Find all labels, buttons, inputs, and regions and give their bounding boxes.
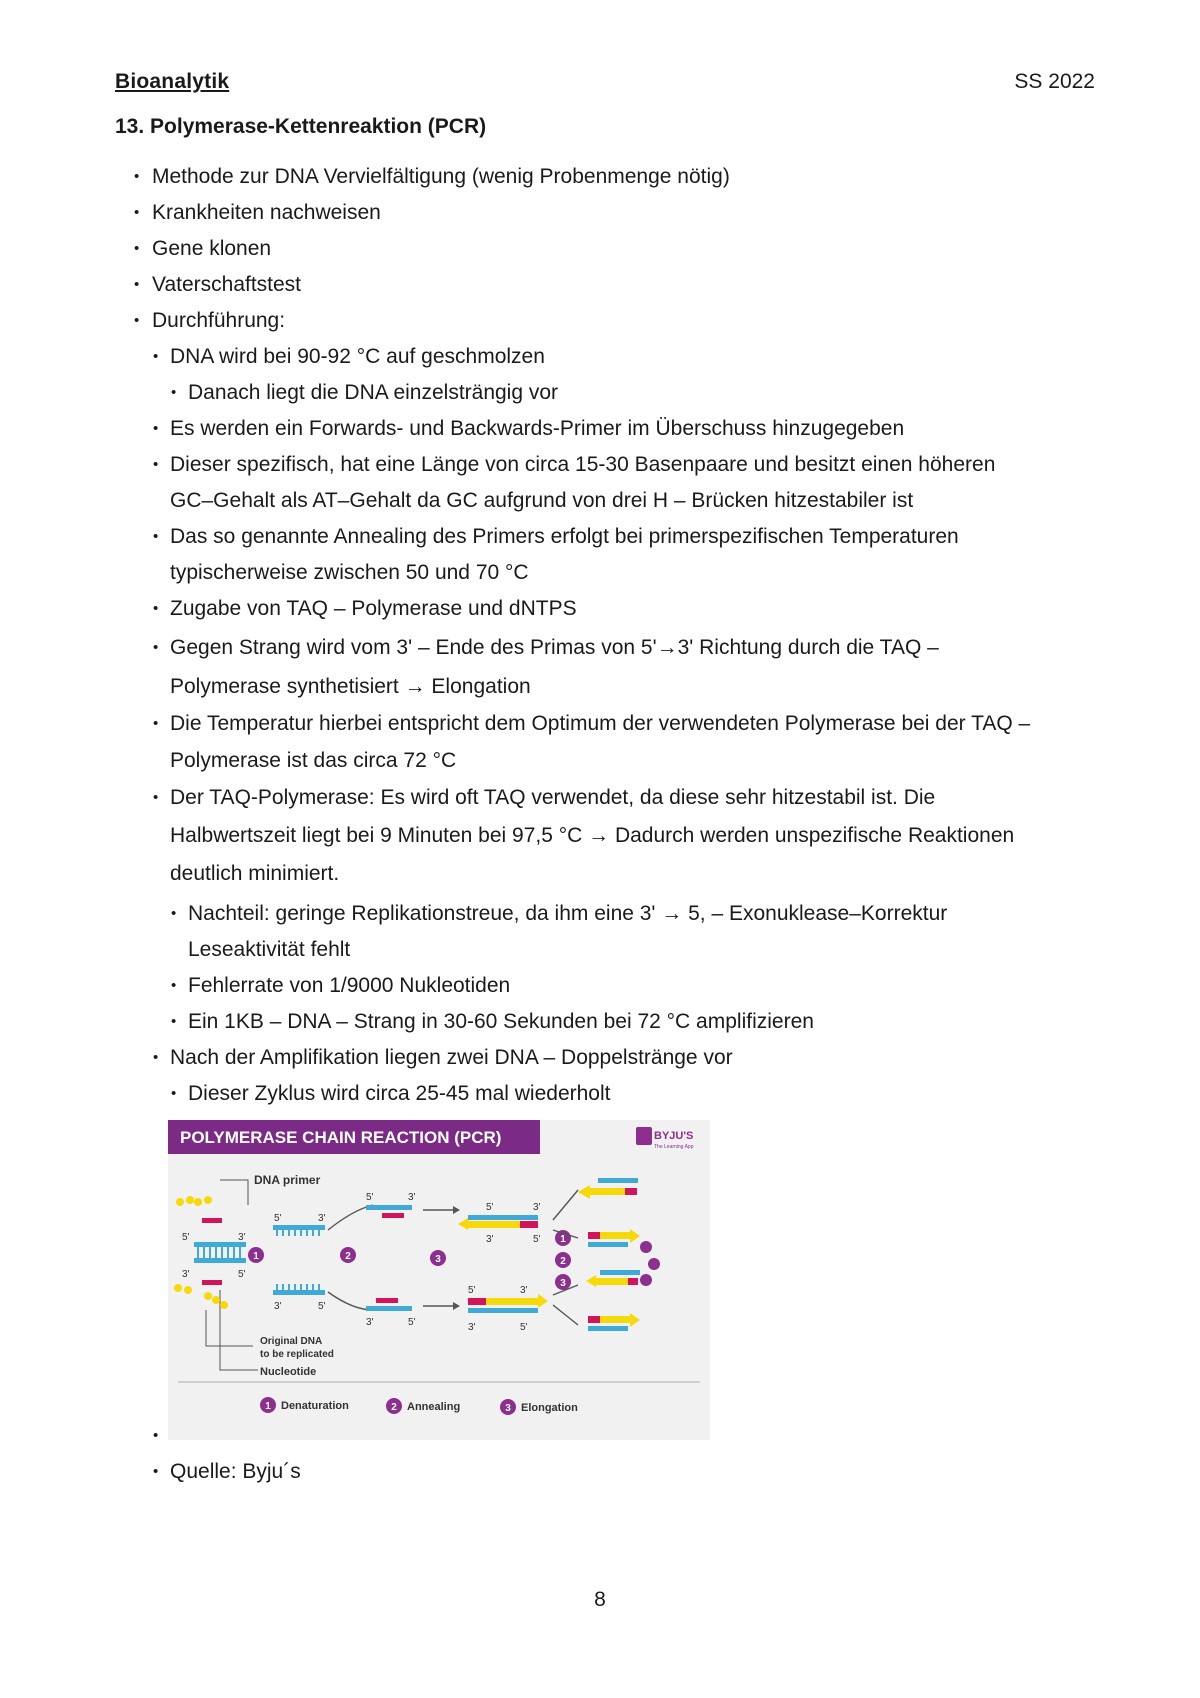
bullet-icon: • — [171, 905, 177, 922]
label-nucleotide: Nucleotide — [260, 1366, 317, 1378]
svg-text:5': 5' — [468, 1285, 476, 1296]
list-item-continuation — [170, 856, 339, 892]
bullet-icon: • — [153, 456, 159, 473]
list-item-continuation — [170, 669, 531, 705]
legend-denaturation: Denaturation — [281, 1400, 349, 1412]
svg-text:5': 5' — [486, 1202, 494, 1213]
byjus-logo — [636, 1127, 694, 1150]
bullet-icon: • — [153, 1049, 159, 1066]
bullet-icon: • — [134, 240, 140, 257]
separated-strands — [273, 1213, 326, 1312]
list-item-text: Es werden ein Forwards- und Backwards-Primer im Überschuss hinzugegeben — [170, 417, 905, 440]
list-item-text: GC–Gehalt als AT–Gehalt da GC aufgrund von drei H – Brücken hitzestabiler ist — [170, 489, 914, 512]
svg-text:3': 3' — [408, 1192, 416, 1203]
label-dna-primer: DNA primer — [254, 1173, 321, 1187]
svg-text:3': 3' — [366, 1317, 374, 1328]
bullet-icon: • — [153, 420, 159, 437]
svg-text:2: 2 — [345, 1251, 351, 1262]
svg-text:3: 3 — [505, 1403, 511, 1414]
list-item-text: Halbwertszeit liegt bei 9 Minuten bei 97,5 °C → Dadurch werden unspezifische Reaktionen — [170, 824, 1015, 847]
list-item-text: Gene klonen — [152, 237, 272, 260]
svg-text:5': 5' — [238, 1269, 246, 1280]
svg-text:3': 3' — [533, 1202, 541, 1213]
bullet-icon: • — [153, 1463, 159, 1480]
svg-text:1: 1 — [253, 1251, 259, 1262]
page-number: 8 — [594, 1588, 606, 1611]
list-item-text: deutlich minimiert. — [170, 862, 340, 885]
svg-text:3': 3' — [238, 1232, 246, 1243]
list-item-text: Durchführung: — [152, 309, 286, 332]
list-item-text: Zugabe von TAQ – Polymerase und dNTPS — [170, 597, 577, 620]
figure-title: POLYMERASE CHAIN REACTION (PCR) — [180, 1128, 502, 1147]
svg-text:3: 3 — [435, 1254, 441, 1265]
figure-legend — [260, 1397, 578, 1415]
svg-text:5': 5' — [408, 1317, 416, 1328]
svg-text:5': 5' — [318, 1301, 326, 1312]
bullet-icon: • — [153, 639, 159, 656]
header-course: Bioanalytik — [115, 70, 230, 93]
list-item-text: typischerweise zwischen 50 und 70 °C — [170, 561, 529, 584]
list-item — [134, 303, 286, 339]
list-item-text: Methode zur DNA Vervielfältigung (wenig Probenmenge nötig) — [152, 165, 730, 188]
list-item-text: Ein 1KB – DNA – Strang in 30-60 Sekunden bei 72 °C amplifizieren — [188, 1010, 814, 1033]
list-item — [134, 195, 381, 231]
list-item-text: Polymerase ist das circa 72 °C — [170, 749, 457, 772]
brand-tagline: The Learning App — [654, 1144, 694, 1150]
list-item — [171, 375, 559, 411]
list-item-continuation — [170, 818, 1014, 854]
bullet-icon: • — [171, 1085, 177, 1102]
annealing-strands — [366, 1192, 416, 1328]
list-item-text: Quelle: Byju´s — [170, 1460, 301, 1483]
list-item-text: Polymerase synthetisiert → Elongation — [170, 675, 531, 698]
bullet-icon: • — [171, 384, 177, 401]
header-semester: SS 2022 — [1014, 70, 1095, 93]
original-dna — [174, 1196, 246, 1309]
bullet-icon: • — [134, 204, 140, 221]
svg-text:5': 5' — [274, 1213, 282, 1224]
list-item — [153, 780, 936, 816]
svg-text:5': 5' — [182, 1232, 190, 1243]
bullet-icon: • — [153, 600, 159, 617]
svg-text:3': 3' — [468, 1322, 476, 1333]
bullet-icon: • — [134, 276, 140, 293]
bullet-icon: • — [153, 789, 159, 806]
label-original-dna: Original DNA — [260, 1336, 323, 1347]
list-item — [134, 267, 302, 303]
label-original-dna-2: to be replicated — [260, 1349, 334, 1360]
section-title: 13. Polymerase-Kettenreaktion (PCR) — [115, 115, 487, 138]
list-item-text: Die Temperatur hierbei entspricht dem Optimum der verwendeten Polymerase bei der TAQ – — [170, 712, 1031, 735]
svg-text:3': 3' — [274, 1301, 282, 1312]
bullet-icon: • — [171, 1013, 177, 1030]
list-item-text: Fehlerrate von 1/9000 Nukleotiden — [188, 974, 511, 997]
list-item-text: Dieser spezifisch, hat eine Länge von circa 15-30 Basenpaare und besitzt einen höheren — [170, 453, 996, 476]
list-item — [153, 630, 939, 666]
bullet-icon: • — [153, 528, 159, 545]
list-item-text: Nach der Amplifikation liegen zwei DNA – Doppelstränge vor — [170, 1046, 733, 1069]
list-item-text: Nachteil: geringe Replikationstreue, da ihm eine 3' → 5, – Exonuklease–Korrektur — [188, 902, 948, 925]
svg-text:5': 5' — [533, 1234, 541, 1245]
bullet-icon: • — [134, 168, 140, 185]
svg-text:3': 3' — [182, 1269, 190, 1280]
svg-text:3': 3' — [520, 1285, 528, 1296]
list-item — [134, 231, 272, 267]
legend-annealing: Annealing — [407, 1401, 461, 1413]
list-item-text: Gegen Strang wird vom 3' – Ende des Primas von 5'→3' Richtung durch die TAQ – — [170, 636, 939, 659]
list-item-text: Danach liegt die DNA einzelsträngig vor — [188, 381, 559, 404]
list-item-text: Dieser Zyklus wird circa 25-45 mal wiederholt — [188, 1082, 611, 1105]
brand-name: BYJU'S — [654, 1130, 694, 1142]
list-item-continuation — [170, 483, 913, 519]
list-item — [171, 1076, 611, 1112]
list-item — [153, 1454, 301, 1490]
list-item — [153, 1040, 733, 1076]
svg-text:1: 1 — [265, 1401, 271, 1412]
list-item — [153, 591, 577, 627]
svg-text:3': 3' — [318, 1213, 326, 1224]
list-item-text: Der TAQ-Polymerase: Es wird oft TAQ verwendet, da diese sehr hitzestabil ist. Die — [170, 786, 936, 809]
bullet-icon: • — [153, 715, 159, 732]
svg-text:2: 2 — [560, 1256, 566, 1267]
bullet-icon: • — [171, 977, 177, 994]
list-item — [153, 411, 905, 447]
list-item — [171, 968, 511, 1004]
list-item — [153, 339, 545, 375]
bullet-icon: • — [153, 348, 159, 365]
list-item — [171, 896, 948, 932]
list-item — [134, 159, 730, 195]
elongation-strands — [458, 1202, 548, 1333]
svg-text:3: 3 — [560, 1278, 566, 1289]
list-item — [153, 706, 1031, 742]
svg-text:3': 3' — [486, 1234, 494, 1245]
list-item-text: DNA wird bei 90-92 °C auf geschmolzen — [170, 345, 545, 368]
list-item-continuation — [188, 932, 350, 968]
list-item — [171, 1004, 814, 1040]
pcr-diagram-image — [168, 1120, 710, 1440]
list-item-text: Krankheiten nachweisen — [152, 201, 381, 224]
bullet-icon: • — [134, 312, 140, 329]
list-item-text: Vaterschaftstest — [152, 273, 302, 296]
svg-text:1: 1 — [560, 1234, 566, 1245]
amplified-strands — [578, 1178, 640, 1331]
list-item-text: Leseaktivität fehlt — [188, 938, 351, 961]
svg-text:5': 5' — [366, 1192, 374, 1203]
bullet-icon: • — [153, 1427, 159, 1444]
list-item-text: Das so genannte Annealing des Primers erfolgt bei primerspezifischen Temperaturen — [170, 525, 959, 548]
list-item — [153, 447, 996, 483]
list-item — [153, 519, 959, 555]
list-item-continuation — [170, 743, 456, 779]
svg-text:5': 5' — [520, 1322, 528, 1333]
list-item-continuation — [170, 555, 529, 591]
legend-elongation: Elongation — [521, 1402, 578, 1414]
svg-text:2: 2 — [391, 1402, 397, 1413]
